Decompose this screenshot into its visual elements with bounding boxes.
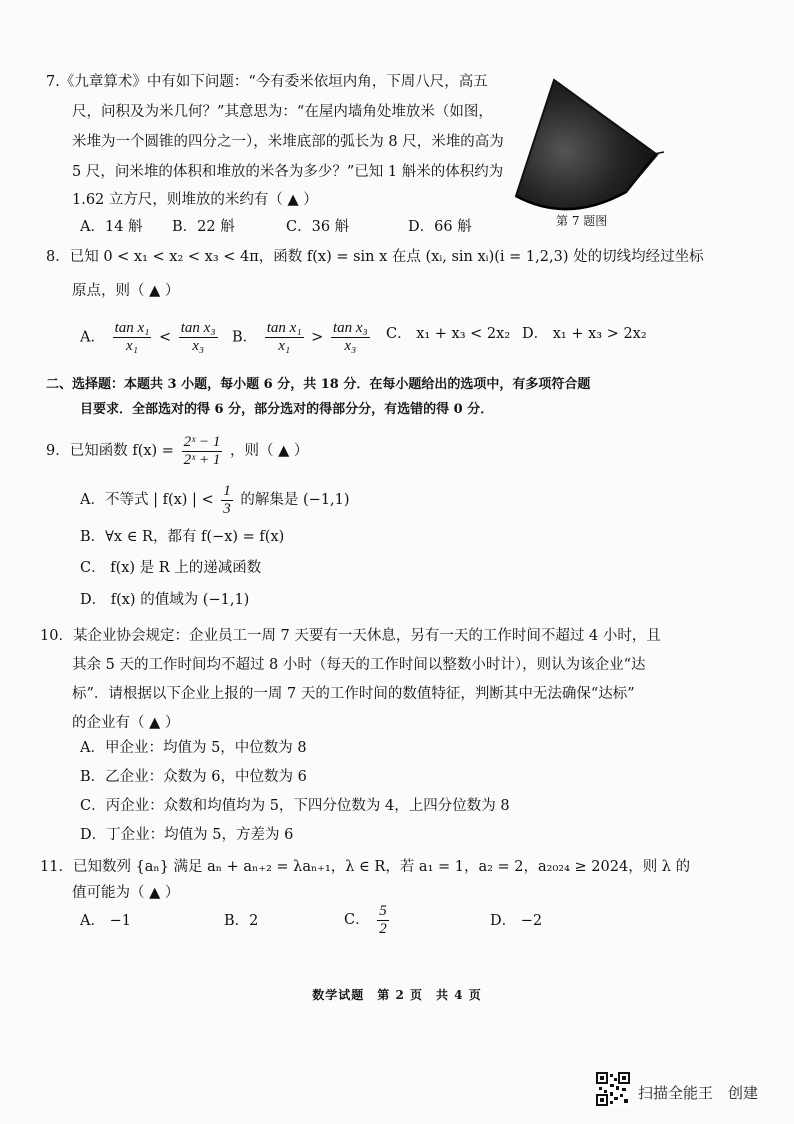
denominator: x₃: [344, 338, 357, 354]
q11-option-c: [344, 902, 392, 938]
q10-line-1: 10．某企业协会规定：企业员工一周 7 天要有一天休息，另有一天的工作时间不超过 4 小时，且: [40, 628, 661, 644]
q7-line-3: 米堆为一个圆锥的四分之一），米堆底部的弧长为 8 尺，米堆的高为: [72, 134, 504, 150]
numerator: tan x₃: [180, 320, 216, 336]
q10-option-a: A．甲企业：均值为 5，中位数为 8: [80, 740, 307, 756]
q7-option-c: C．36 斛: [286, 219, 350, 235]
scanner-watermark: 扫描全能王 创建: [638, 1084, 759, 1102]
q9-stem-prefix: 9．已知函数 f(x) =: [46, 443, 174, 459]
numerator: tan x₁: [266, 320, 302, 336]
fraction: [182, 434, 223, 469]
q7-line-2: 尺，问积及为米几何？”其意思为：“在屋内墙角处堆放米（如图，: [72, 104, 493, 120]
q9-option-c: C． f(x) 是 R 上的递减函数: [80, 560, 262, 576]
q8-line-2: 原点，则（ ▲ ）: [72, 283, 180, 299]
fraction: [331, 320, 370, 355]
q11-option-d: D． −2: [490, 913, 543, 929]
q11-option-c-label: C．: [344, 912, 370, 928]
numerator: 1: [223, 482, 231, 499]
figure-caption: 第 7 题图: [556, 214, 608, 228]
q11-line-2: 值可能为（ ▲ ）: [72, 885, 180, 901]
q8-line-1: 8．已知 0 < x₁ < x₂ < x₃ < 4π，函数 f(x) = sin x 在点 (xᵢ, sin xᵢ)(i = 1,2,3) 处的切线均经过坐标: [46, 249, 704, 265]
numerator: tan x₁: [114, 320, 150, 336]
rice-pile-figure: [508, 64, 668, 224]
denominator: x₁: [278, 338, 291, 354]
q8-option-d: D． x₁ + x₃ > 2x₂: [522, 326, 647, 342]
fraction: [377, 903, 389, 938]
fraction: [265, 320, 304, 355]
numerator: tan x₃: [332, 320, 368, 336]
denominator: x₃: [192, 338, 205, 354]
q10-line-2: 其余 5 天的工作时间均不超过 8 小时（每天的工作时间以整数小时计），则认为该企业“达: [72, 657, 646, 673]
fraction: [113, 320, 152, 355]
q8-option-b-label: B．: [232, 329, 258, 346]
denominator: 2ˣ + 1: [183, 451, 221, 468]
q7-option-b: B．22 斛: [172, 219, 235, 235]
q7-line-5: 1.62 立方尺，则堆放的米约有（ ▲ ）: [72, 192, 318, 208]
q9-stem-suffix: ，则（ ▲ ）: [230, 443, 309, 459]
fraction: [221, 483, 233, 518]
q9-option-a-suffix: 的解集是 (−1,1): [240, 492, 350, 508]
q10-option-c: C．丙企业：众数和均值均为 5，下四分位数为 4，上四分位数为 8: [80, 798, 510, 814]
q9-option-a: [80, 482, 350, 518]
q8-option-a: [80, 320, 221, 355]
q8-option-b: [232, 320, 373, 355]
denominator: 2: [379, 920, 387, 937]
q9-stem: [46, 432, 308, 470]
fraction: [179, 320, 218, 355]
q9-option-d: D． f(x) 的值域为 (−1,1): [80, 592, 250, 608]
denominator: x₁: [126, 338, 138, 354]
section-heading-line-1: 二、选择题：本题共 3 小题，每小题 6 分，共 18 分．在每小题给出的选项中，有多项符合题: [46, 377, 591, 392]
q10-option-b: B．乙企业：众数为 6，中位数为 6: [80, 769, 307, 785]
q10-line-4: 的企业有（ ▲ ）: [72, 715, 180, 731]
q9-option-b: B．∀x ∈ R，都有 f(−x) = f(x): [80, 529, 285, 545]
q11-line-1: 11．已知数列 {aₙ} 满足 aₙ + aₙ₊₂ = λaₙ₊₁，λ ∈ R，若 a₁ = 1，a₂ = 2，a₂₀₂₄ ≥ 2024，则 λ 的: [40, 859, 691, 875]
operator: >: [311, 329, 324, 346]
q10-option-d: D．丁企业：均值为 5，方差为 6: [80, 827, 294, 843]
q7-option-d: D．66 斛: [408, 219, 472, 235]
section-heading-line-2: 目要求．全部选对的得 6 分，部分选对的得部分分，有选错的得 0 分．: [80, 402, 494, 417]
q10-line-3: 标”．请根据以下企业上报的一周 7 天的工作时间的数值特征，判断其中无法确保“达标”: [72, 686, 635, 702]
q8-option-a-label: A．: [80, 329, 105, 346]
page-footer: 数学试题 第 2 页 共 4 页: [312, 988, 482, 1002]
denominator: 3: [223, 500, 231, 517]
numerator: 2ˣ − 1: [183, 433, 221, 450]
numerator: 5: [379, 902, 387, 919]
q11-option-b: B．2: [224, 913, 259, 929]
q7-option-a: A．14 斛: [80, 219, 143, 235]
q7-line-4: 5 尺，问米堆的体积和堆放的米各为多少？”已知 1 斛米的体积约为: [72, 164, 504, 180]
q9-option-a-prefix: A．不等式 | f(x) | <: [80, 492, 214, 508]
operator: <: [159, 329, 172, 346]
qr-code-icon: [596, 1072, 630, 1106]
q8-option-c: C． x₁ + x₃ < 2x₂: [386, 326, 511, 342]
q11-option-a: A． −1: [80, 913, 131, 929]
q7-line-1: 7.《九章算术》中有如下问题：“今有委米依垣内角，下周八尺，高五: [46, 74, 488, 90]
